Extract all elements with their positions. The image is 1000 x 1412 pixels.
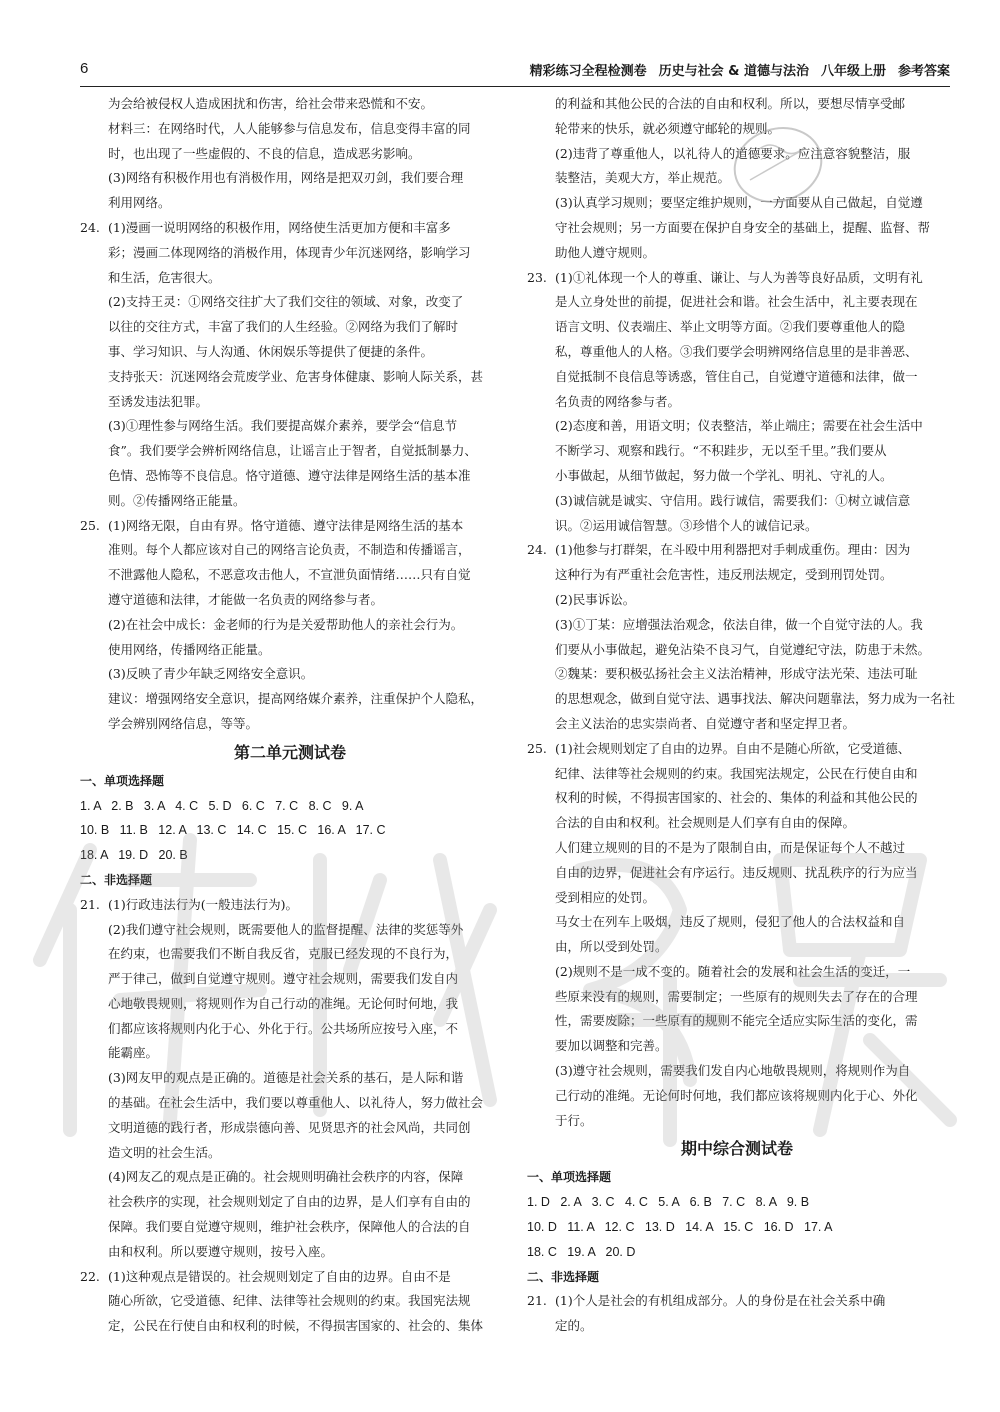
text-line: 食”。我们要学会辨析网络信息，让谣言止于智者，自觉抵制暴力、 xyxy=(108,443,477,459)
mc-answers-row: 18. A 19. D 20. B xyxy=(80,848,188,863)
answer-label: 参考答案 xyxy=(897,64,950,79)
text-line: 时，也出现了一些虚假的、不良的信息，造成恶劣影响。 xyxy=(108,145,421,161)
question-25-right xyxy=(527,737,947,1134)
text-line: 马女士在列车上吸烟，违反了规则，侵犯了他人的合法权益和自 xyxy=(555,914,906,930)
text-line: (2)民事诉讼。 xyxy=(555,591,636,607)
question-body xyxy=(555,266,923,539)
text-line: 由和权利。所以要遵守规则，按号入座。 xyxy=(108,1243,334,1259)
text-line: 不泄露他人隐私，不恶意攻击他人，不宣泄负面情绪……只有自觉 xyxy=(108,567,471,583)
left-column xyxy=(80,92,500,1339)
question-24-right xyxy=(527,538,956,736)
text-line: 性，需要废除；一些原有的规则不能完全适应实际生活的变化，需 xyxy=(555,1013,918,1029)
text-line: 装整洁，美观大方，举止规范。 xyxy=(555,170,731,186)
text-line: 己行动的准绳。无论何时何地，我们都应该将规则内化于心、外化 xyxy=(555,1087,918,1103)
text-line: 建议：增强网络安全意识，提高网络媒介素养，注重保护个人隐私， xyxy=(108,691,484,707)
text-line: 自由的边界，促进社会有序运行。违反规则、扰乱秩序的行为应当 xyxy=(555,864,918,880)
question-number: 21. xyxy=(80,896,100,912)
question-body xyxy=(555,737,918,1134)
text-line: 权利的时候，不得损害国家的、社会的、集体的利益和其他公民的 xyxy=(555,790,918,806)
text-line: 和生活，危害很大。 xyxy=(108,269,221,285)
text-line: 保障。我们要自觉遵守规则，维护社会秩序，保障他人的合法的自 xyxy=(108,1219,471,1235)
text-line: (2)我们遵守社会规则，既需要他人的监督提醒、法律的奖惩等外 xyxy=(108,921,464,937)
mc-answers-row: 18. C 19. A 20. D xyxy=(527,1244,636,1259)
nonmc-heading: 二、非选择题 xyxy=(527,1269,600,1284)
text-line: 在约束，也需要我们不断自我反省，克服已经发现的不良行为， xyxy=(108,946,459,962)
text-line: (3)诚信就是诚实、守信用。践行诚信，需要我们：①树立诚信意 xyxy=(555,492,911,508)
question-number: 24. xyxy=(80,219,100,235)
text-line: (1)他参与打群架，在斗殴中用利器把对手刺成重伤。理由：因为 xyxy=(555,542,911,558)
nonmc-heading: 二、非选择题 xyxy=(80,872,153,887)
text-line: 准则。每个人都应该对自己的网络言论负责，不制造和传播谣言， xyxy=(108,542,471,558)
right-column xyxy=(527,92,956,1339)
text-line: 遵守道德和法律，才能做一名负责的网络参与者。 xyxy=(108,591,384,607)
question-body xyxy=(108,514,483,737)
text-line: 是人立身处世的前提，促进社会和谐。社会生活中，礼主要表现在 xyxy=(555,294,918,310)
text-line: ②魏某：要积极弘扬社会主义法治精神，形成守法光荣、违法可耻 xyxy=(555,666,918,682)
text-line: 社会秩序的实现，社会规则划定了自由的边界，是人们享有自由的 xyxy=(108,1194,471,1210)
text-line: 利用网络。 xyxy=(108,195,171,211)
text-line: (1)这种观点是错误的。社会规则划定了自由的边界。自由不是 xyxy=(108,1268,451,1284)
text-line: (1)行政违法行为(一般违法行为)。 xyxy=(108,896,298,912)
text-line: 彩；漫画二体现网络的消极作用，体现青少年沉迷网络，影响学习 xyxy=(108,244,471,260)
text-line: 这种行为有严重社会危害性，违反刑法规定，受到刑罚处罚。 xyxy=(555,567,893,583)
text-line: 合法的自由和权利。社会规则是人们享有自由的保障。 xyxy=(555,815,856,831)
question-body xyxy=(555,538,955,736)
text-line: (1)个人是社会的有机组成部分。人的身份是在社会关系中确 xyxy=(555,1293,886,1309)
text-line: 定，公民在行使自由和权利的时候，不得损害国家的、社会的、集体 xyxy=(108,1318,484,1334)
text-line: 造文明的社会生活。 xyxy=(108,1144,221,1160)
question-24 xyxy=(80,216,500,514)
text-line: 支持张天：沉迷网络会荒废学业、危害身体健康、影响人际关系，甚 xyxy=(108,368,484,384)
mc-heading: 一、单项选择题 xyxy=(527,1170,612,1185)
text-line: 以往的交往方式，丰富了我们的人生经验。②网络为我们了解时 xyxy=(108,319,459,335)
text-line: 们都应该将规则内化于心、外化于行。公共场所应按号入座，不 xyxy=(108,1020,459,1036)
text-line: 严于律己，做到自觉遵守规则。遵守社会规则，需要我们发自内 xyxy=(108,971,459,987)
header-rule xyxy=(80,86,950,87)
text-line: 于行。 xyxy=(555,1112,593,1128)
text-line: 受到相应的处罚。 xyxy=(555,889,656,905)
text-line: 守社会规则；另一方面要在保护自身安全的基础上，提醒、监督、帮 xyxy=(555,219,931,235)
text-line: (2)规则不是一成不变的。随着社会的发展和社会生活的变迁，一 xyxy=(555,963,911,979)
text-line: 心地敬畏规则，将规则作为自己行动的准绳。无论何时何地，我 xyxy=(108,995,459,1011)
text-line: 识。②运用诚信智慧。③珍惜个人的诚信记录。 xyxy=(555,517,818,533)
question-number: 22. xyxy=(80,1268,100,1284)
question-23 xyxy=(527,266,947,539)
page-header xyxy=(80,58,950,84)
mc-answers-row: 10. D 11. A 12. C 13. D 14. A 15. C 16. D 17. A xyxy=(527,1220,833,1235)
page-number: 6 xyxy=(80,60,89,77)
text-line: 纪律、法律等社会规则的约束。我国宪法规定，公民在行使自由和 xyxy=(555,765,918,781)
subject-title: 历史与社会 & 道德与法治 xyxy=(658,64,809,79)
question-number: 21. xyxy=(527,1293,547,1309)
text-line: 轮带来的快乐，就必须遵守邮轮的规则。 xyxy=(555,120,781,136)
question-21-right xyxy=(527,1289,947,1339)
stamp-mark xyxy=(728,120,828,210)
question-number: 25. xyxy=(80,517,100,533)
text-line: 会主义法治的忠实崇尚者、自觉遵守者和坚定捍卫者。 xyxy=(555,715,856,731)
left-pre-block xyxy=(80,92,500,216)
text-line: (3)①丁某：应增强法治观念，依法自律，做一个自觉守法的人。我 xyxy=(555,616,923,632)
text-line: 至诱发违法犯罪。 xyxy=(108,393,209,409)
mc-answers-row: 1. D 2. A 3. C 4. C 5. A 6. B 7. C 8. A 9. B xyxy=(527,1195,810,1210)
question-number: 24. xyxy=(527,542,547,558)
midterm-title: 期中综合测试卷 xyxy=(680,1139,793,1159)
text-line: 由，所以受到处罚。 xyxy=(555,939,668,955)
text-line: 学会辨别网络信息，等等。 xyxy=(108,715,259,731)
grade-label: 八年级上册 xyxy=(820,64,886,79)
text-line: 自觉抵制不良信息等诱惑，管住自己，自觉遵守道德和法律，做一 xyxy=(555,368,918,384)
text-line: 名负责的网络参与者。 xyxy=(555,393,681,409)
text-line: 小事做起，从细节做起，努力做一个学礼、明礼、守礼的人。 xyxy=(555,467,893,483)
text-line: (3)遵守社会规则，需要我们发自内心地敬畏规则，将规则作为自 xyxy=(555,1063,911,1079)
question-number: 23. xyxy=(527,269,547,285)
text-line: 的思想观念，做到自觉守法、遇事找法、解决问题靠法，努力成为一名社 xyxy=(555,691,956,707)
text-line: (1)①礼体现一个人的尊重、谦让、与人为善等良好品质，文明有礼 xyxy=(555,269,923,285)
text-line: 使用网络，传播网络正能量。 xyxy=(108,641,271,657)
text-line: (2)在社会中成长：金老师的行为是关爱帮助他人的亲社会行为。 xyxy=(108,616,464,632)
text-line: 随心所欲，它受道德、纪律、法律等社会规则的约束。我国宪法规 xyxy=(108,1293,471,1309)
text-line: 为会给被侵权人造成困扰和伤害，给社会带来恐慌和不安。 xyxy=(108,96,434,111)
text-line: 助他人遵守规则。 xyxy=(555,244,656,260)
question-body xyxy=(555,1289,885,1339)
question-body xyxy=(108,893,483,1265)
text-line: 文明道德的践行者，形成崇德向善、见贤思齐的社会风尚，共同创 xyxy=(108,1119,471,1135)
question-body xyxy=(108,216,483,514)
text-line: 定的。 xyxy=(555,1318,593,1334)
text-line: 些原来没有的规则，需要制定；一些原有的规则失去了存在的合理 xyxy=(555,988,918,1004)
text-line: (2)违背了尊重他人，以礼待人的道德要求。应注意容貌整洁，服 xyxy=(555,145,911,161)
mc-answers-row: 10. B 11. B 12. A 13. C 14. C 15. C 16. A 17. C xyxy=(80,823,386,838)
text-line: (3)反映了青少年缺乏网络安全意识。 xyxy=(108,666,314,682)
text-line: 私，尊重他人的人格。③我们要学会明辨网络信息里的是非善恶、 xyxy=(555,343,918,359)
question-body xyxy=(108,1265,483,1339)
question-21 xyxy=(80,893,500,1265)
text-line: 色情、恐怖等不良信息。恪守道德、遵守法律是网络生活的基本准 xyxy=(108,467,471,483)
question-25 xyxy=(80,514,500,737)
text-line: (2)态度和善，用语文明；仪表整洁，举止端庄；需要在社会生活中 xyxy=(555,418,923,434)
text-line: 们要从小事做起，避免沾染不良习气，自觉遵纪守法，防患于未然。 xyxy=(555,641,931,657)
question-number: 25. xyxy=(527,740,547,756)
text-line: 人们建立规则的目的不是为了限制自由，而是保证每个人不越过 xyxy=(555,839,906,855)
text-line: 能霸座。 xyxy=(108,1045,159,1061)
text-line: (1)网络无限，自由有界。恪守道德、遵守法律是网络生活的基本 xyxy=(108,517,464,533)
text-line: 则。②传播网络正能量。 xyxy=(108,492,246,508)
series-title: 精彩练习全程检测卷 xyxy=(529,64,647,79)
unit2-title: 第二单元测试卷 xyxy=(233,742,346,762)
text-line: 语言文明、仪表端庄、举止文明等方面。②我们要尊重他人的隐 xyxy=(555,319,906,335)
mc-heading: 一、单项选择题 xyxy=(80,773,165,788)
text-line: (3)①理性参与网络生活。我们要提高媒介素养，要学会“信息节 xyxy=(108,418,458,434)
text-line: 材料三：在网络时代，人人能够参与信息发布，信息变得丰富的同 xyxy=(108,120,471,136)
text-line: (1)漫画一说明网络的积极作用，网络使生活更加方便和丰富多 xyxy=(108,219,451,235)
header-series xyxy=(518,60,950,79)
text-line: 的利益和其他公民的合法的自由和权利。所以，要想尽情享受邮 xyxy=(555,96,906,111)
text-line: (2)支持王灵：①网络交往扩大了我们交往的领域、对象，改变了 xyxy=(108,294,464,310)
text-line: (3)网友甲的观点是正确的。道德是社会关系的基石，是人际和谐 xyxy=(108,1070,464,1086)
text-line: 事、学习知识、与人沟通、休闲娱乐等提供了便捷的条件。 xyxy=(108,343,434,359)
text-line: 的基础。在社会生活中，我们要以尊重他人、以礼待人，努力做社会 xyxy=(108,1095,484,1111)
text-line: (4)网友乙的观点是正确的。社会规则明确社会秩序的内容，保障 xyxy=(108,1169,464,1185)
text-line: (1)社会规则划定了自由的边界。自由不是随心所欲，它受道德、 xyxy=(555,740,911,756)
mc-answers-row: 1. A 2. B 3. A 4. C 5. D 6. C 7. C 8. C 9. A xyxy=(80,798,364,813)
text-line: 不断学习、观察和践行。“不积跬步，无以至千里。”我们要从 xyxy=(555,443,887,459)
text-line: (3)网络有积极作用也有消极作用，网络是把双刃剑，我们要合理 xyxy=(108,170,464,186)
text-line: 要加以调整和完善。 xyxy=(555,1038,668,1054)
text-line: (3)认真学习规则；要坚定维护规则，一方面要从自己做起，自觉遵 xyxy=(555,195,923,211)
question-22 xyxy=(80,1265,500,1339)
